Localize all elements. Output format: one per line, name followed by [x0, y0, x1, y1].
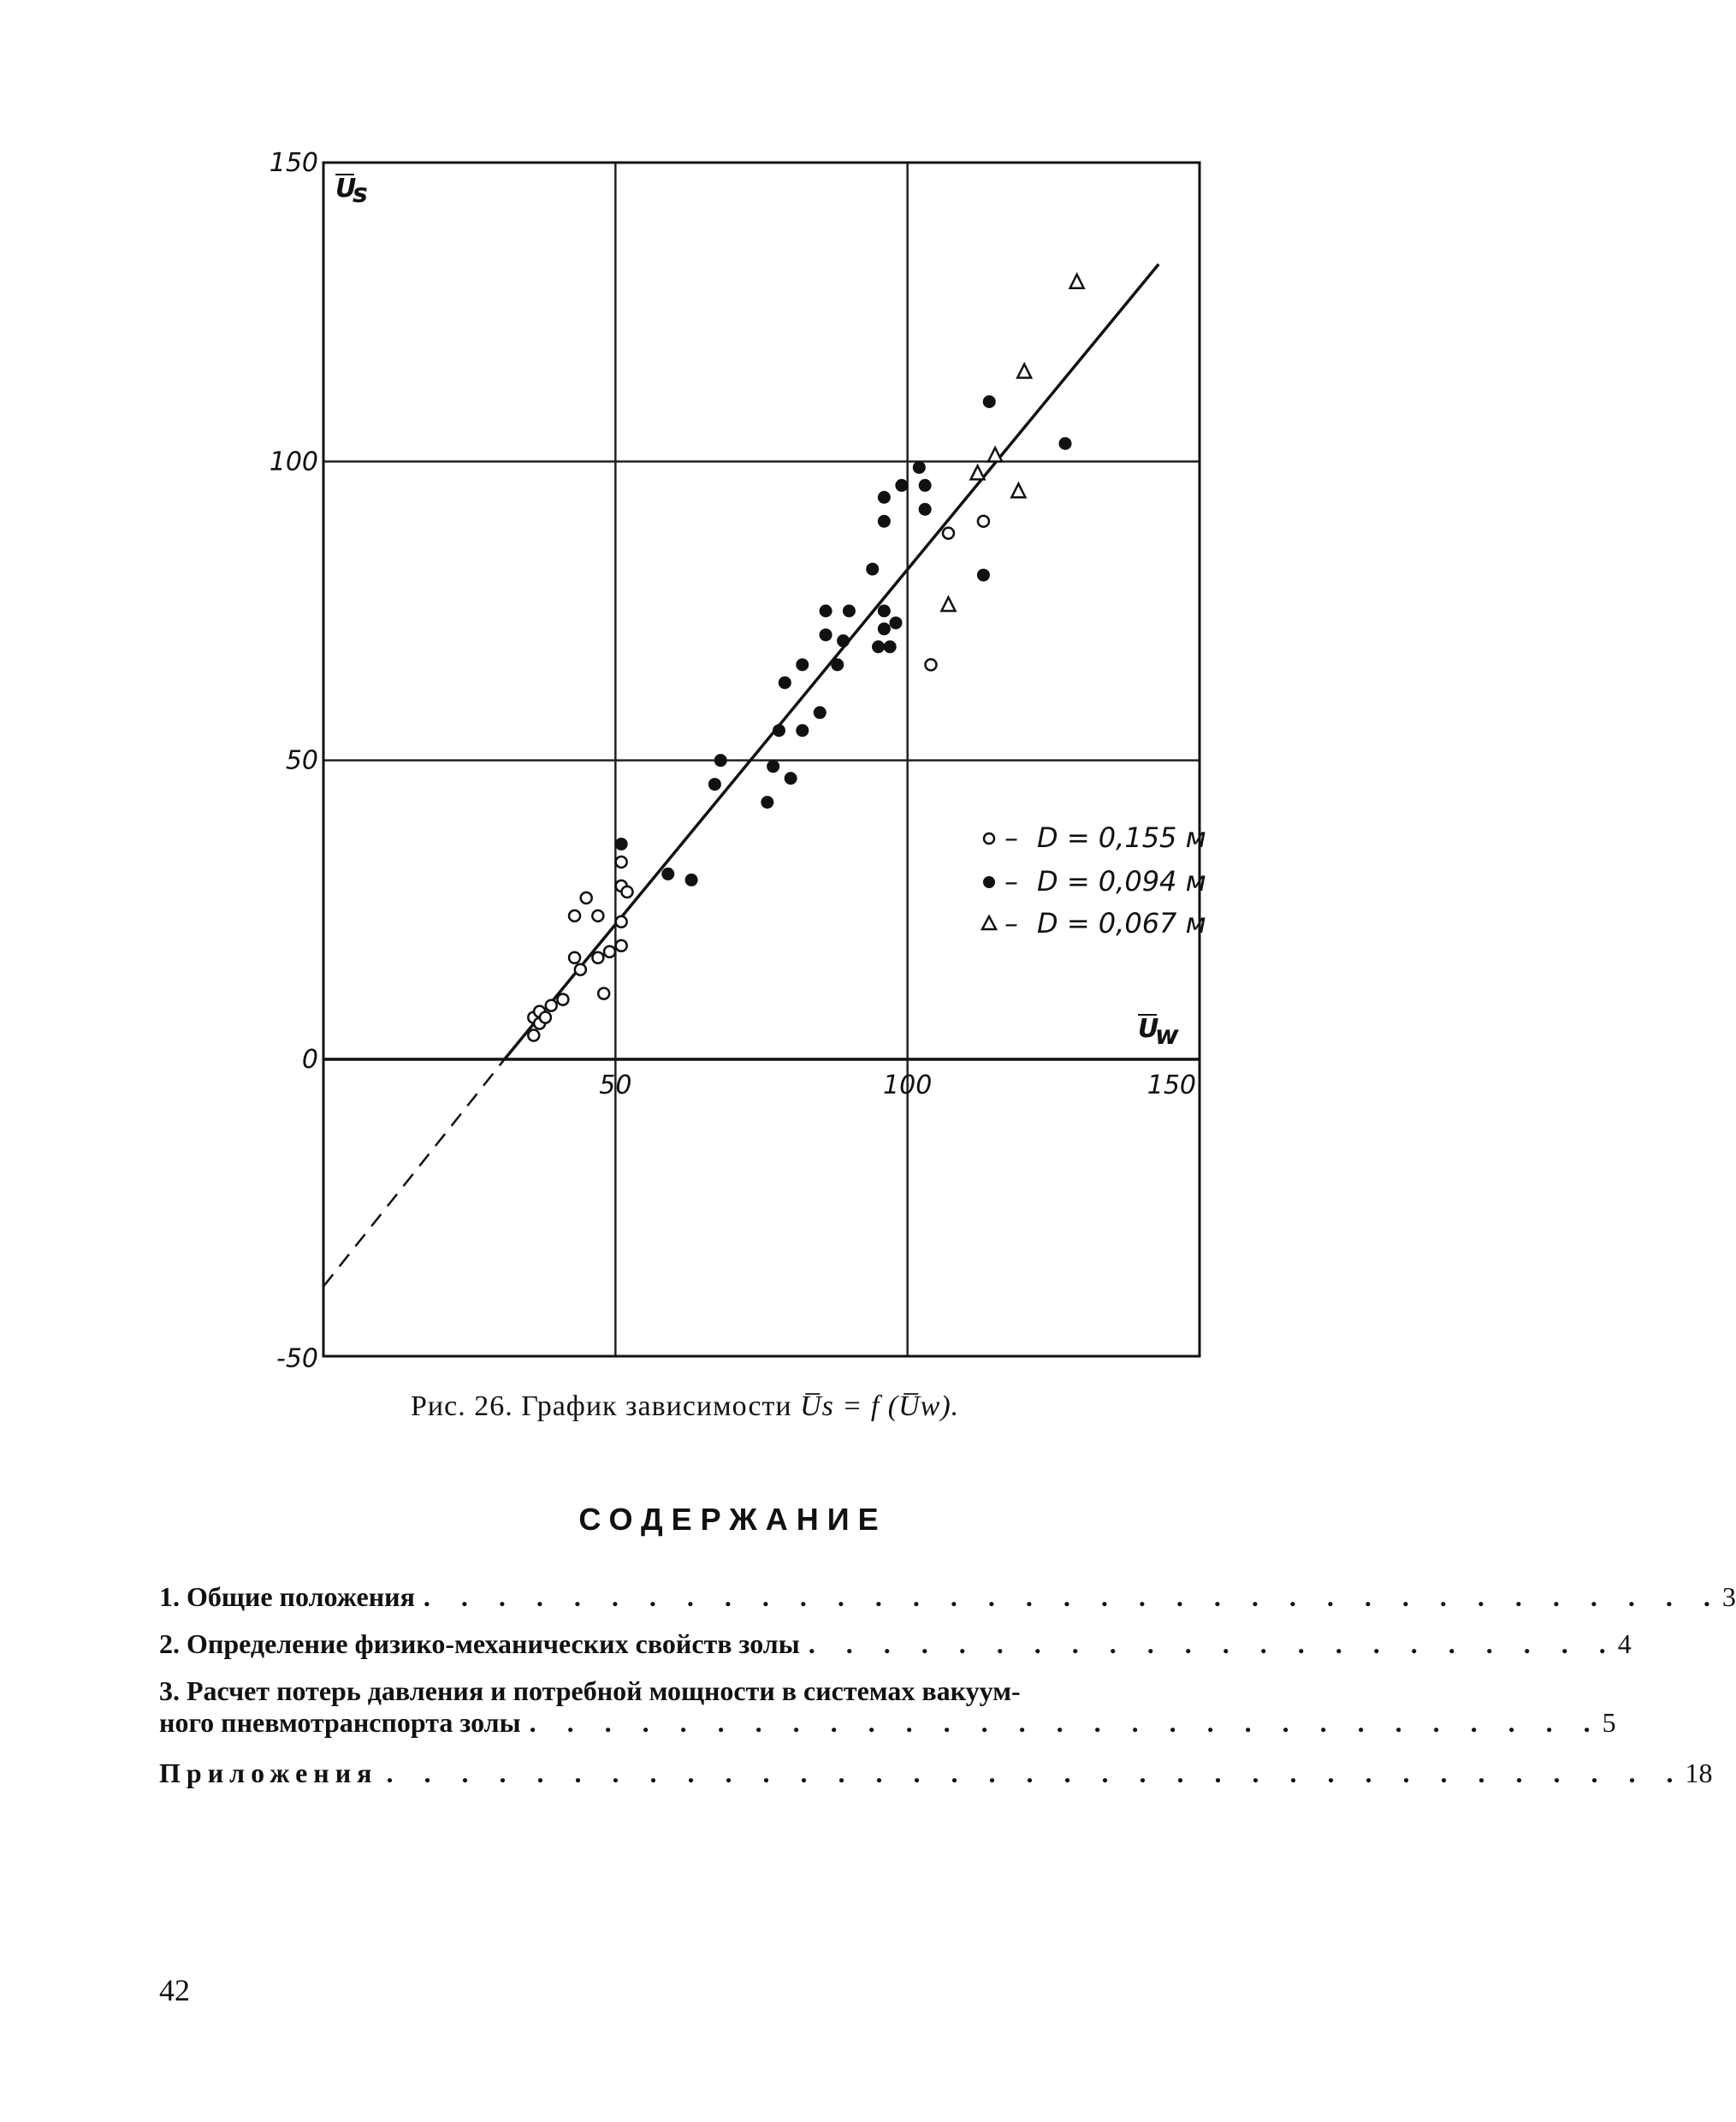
- point-d-0155: [546, 1000, 557, 1011]
- point-d-0155: [575, 964, 586, 975]
- point-d-0155: [604, 946, 615, 957]
- point-d-0067: [1011, 483, 1025, 497]
- point-d-0094: [895, 479, 908, 492]
- y-tick-labels: [270, 148, 318, 1373]
- x-tick-label: 50: [599, 1070, 632, 1100]
- legend-label-2: D = 0,094 м: [1037, 865, 1206, 898]
- point-d-0094: [714, 754, 727, 767]
- point-d-0155: [569, 910, 580, 922]
- legend-sep-1: –: [1004, 821, 1018, 854]
- point-d-0155: [581, 892, 592, 904]
- point-d-0094: [913, 461, 926, 474]
- point-d-0094: [685, 874, 698, 886]
- toc-entry-text: 3. Расчет потерь давления и потребной мощности в системах вакуум-: [159, 1675, 1021, 1706]
- point-d-0094: [837, 634, 850, 647]
- caption-prefix: Рис. 26. График зависимости: [411, 1390, 801, 1422]
- x-axis-label: [1138, 1014, 1179, 1051]
- legend-marker-open-triangle: [982, 916, 996, 929]
- point-d-0094: [872, 640, 885, 653]
- caption-formula: U̅s = f (U̅w).: [800, 1390, 960, 1422]
- trend-line-dashed: [323, 1059, 505, 1286]
- point-d-0094: [796, 724, 809, 737]
- toc-entry-page: 5: [1602, 1707, 1616, 1738]
- point-d-0094: [843, 605, 856, 618]
- legend-item-2: [983, 865, 1206, 898]
- x-axis-symbol: U: [1138, 1014, 1159, 1044]
- point-d-0155: [621, 886, 632, 898]
- chart-grid: [323, 163, 1200, 1356]
- point-d-0094: [1058, 437, 1071, 450]
- point-d-0094: [977, 569, 990, 582]
- point-d-0094: [785, 772, 797, 785]
- legend-label-3: D = 0,067 м: [1037, 907, 1206, 939]
- y-axis-symbol: U: [335, 174, 357, 204]
- point-d-0155: [569, 952, 580, 963]
- legend-item-1: [984, 821, 1206, 854]
- point-d-0094: [884, 640, 897, 653]
- legend-item-3: [982, 907, 1206, 939]
- y-tick-label: 0: [301, 1045, 318, 1075]
- page-number: 42: [159, 1973, 190, 2007]
- point-d-0155: [616, 940, 627, 951]
- legend-label-1: D = 0,155 м: [1037, 821, 1206, 854]
- point-d-0094: [615, 838, 628, 851]
- point-d-0094: [878, 491, 891, 504]
- point-d-0155: [592, 952, 603, 963]
- toc-entry-page: 4: [1617, 1628, 1632, 1659]
- figure-caption: [411, 1390, 959, 1423]
- point-d-0094: [661, 868, 674, 880]
- toc-entry-3: 3. Расчет потерь давления и потребной мощности в системах вакуум- ного пневмотранспорта золы . . . . . . . . . . . . . . . . . . . . . . . . . . . . . 5: [159, 1675, 1616, 1738]
- point-d-0094: [814, 706, 827, 719]
- point-d-0155: [557, 994, 568, 1005]
- point-d-0094: [919, 503, 932, 516]
- legend-sep-2: –: [1004, 865, 1018, 898]
- toc-entry-text: 1. Общие положения: [159, 1581, 415, 1612]
- toc-entry-1: 1. Общие положения . . . . . . . . . . . . . . . . . . . . . . . . . . . . . . . . . . . 3: [159, 1581, 1736, 1612]
- toc-entry-page: 3: [1721, 1581, 1736, 1612]
- y-tick-label: -50: [276, 1343, 318, 1374]
- y-tick-label: 50: [285, 745, 318, 776]
- toc-entry-2: 2. Определение физико-механических свойств золы . . . . . . . . . . . . . . . . . . . . . . 4: [159, 1628, 1632, 1659]
- point-d-0094: [708, 778, 721, 791]
- point-d-0094: [878, 605, 891, 618]
- legend: [982, 821, 1206, 939]
- point-d-0067: [988, 448, 1002, 461]
- point-d-0094: [767, 760, 779, 773]
- point-d-0094: [773, 724, 785, 737]
- point-d-0094: [878, 515, 891, 528]
- point-d-0094: [796, 658, 809, 671]
- point-d-0067: [1070, 275, 1084, 288]
- toc-title: СОДЕРЖАНИЕ: [578, 1502, 887, 1537]
- point-d-0094: [983, 395, 996, 408]
- y-axis-subscript: s: [353, 179, 368, 209]
- toc-entry-text: 2. Определение физико-механических свойств золы: [159, 1628, 800, 1659]
- y-tick-label: 100: [269, 447, 318, 477]
- point-d-0094: [820, 605, 832, 618]
- x-tick-label: 100: [883, 1070, 933, 1100]
- data-points: [528, 275, 1083, 1041]
- point-d-0155: [540, 1012, 551, 1023]
- point-d-0067: [1017, 365, 1031, 378]
- legend-marker-open-circle: [984, 833, 994, 844]
- point-d-0155: [592, 910, 603, 922]
- point-d-0094: [890, 616, 903, 629]
- point-d-0155: [943, 528, 954, 539]
- point-d-0155: [925, 659, 936, 670]
- point-d-0094: [761, 796, 773, 809]
- point-d-0094: [820, 628, 832, 641]
- point-d-0067: [971, 465, 985, 479]
- toc-entry-page: 18: [1685, 1757, 1713, 1788]
- toc-entry-4: Приложения . . . . . . . . . . . . . . . . . . . . . . . . . . . . . . . . . . . 18: [159, 1757, 1713, 1788]
- point-d-0094: [831, 658, 844, 671]
- y-tick-label: 150: [269, 148, 318, 178]
- legend-marker-filled-circle: [983, 876, 995, 888]
- point-d-0094: [779, 676, 791, 689]
- point-d-0155: [528, 1030, 539, 1041]
- trend-line-solid: [505, 264, 1159, 1059]
- x-axis-subscript: w: [1155, 1021, 1179, 1051]
- toc-entry-text-continued: ного пневмотранспорта золы: [159, 1707, 521, 1738]
- point-d-0155: [598, 988, 609, 999]
- toc-entry-text: Приложения: [159, 1757, 378, 1788]
- point-d-0067: [941, 597, 955, 611]
- point-d-0094: [866, 563, 879, 576]
- x-tick-labels: [599, 1070, 1196, 1100]
- point-d-0155: [978, 516, 989, 527]
- trend-line: [323, 264, 1158, 1287]
- point-d-0155: [616, 916, 627, 928]
- point-d-0155: [616, 857, 627, 868]
- point-d-0094: [919, 479, 932, 492]
- y-axis-label: [335, 174, 368, 209]
- point-d-0094: [878, 622, 891, 635]
- legend-sep-3: –: [1004, 907, 1018, 939]
- x-tick-label: 150: [1146, 1070, 1196, 1100]
